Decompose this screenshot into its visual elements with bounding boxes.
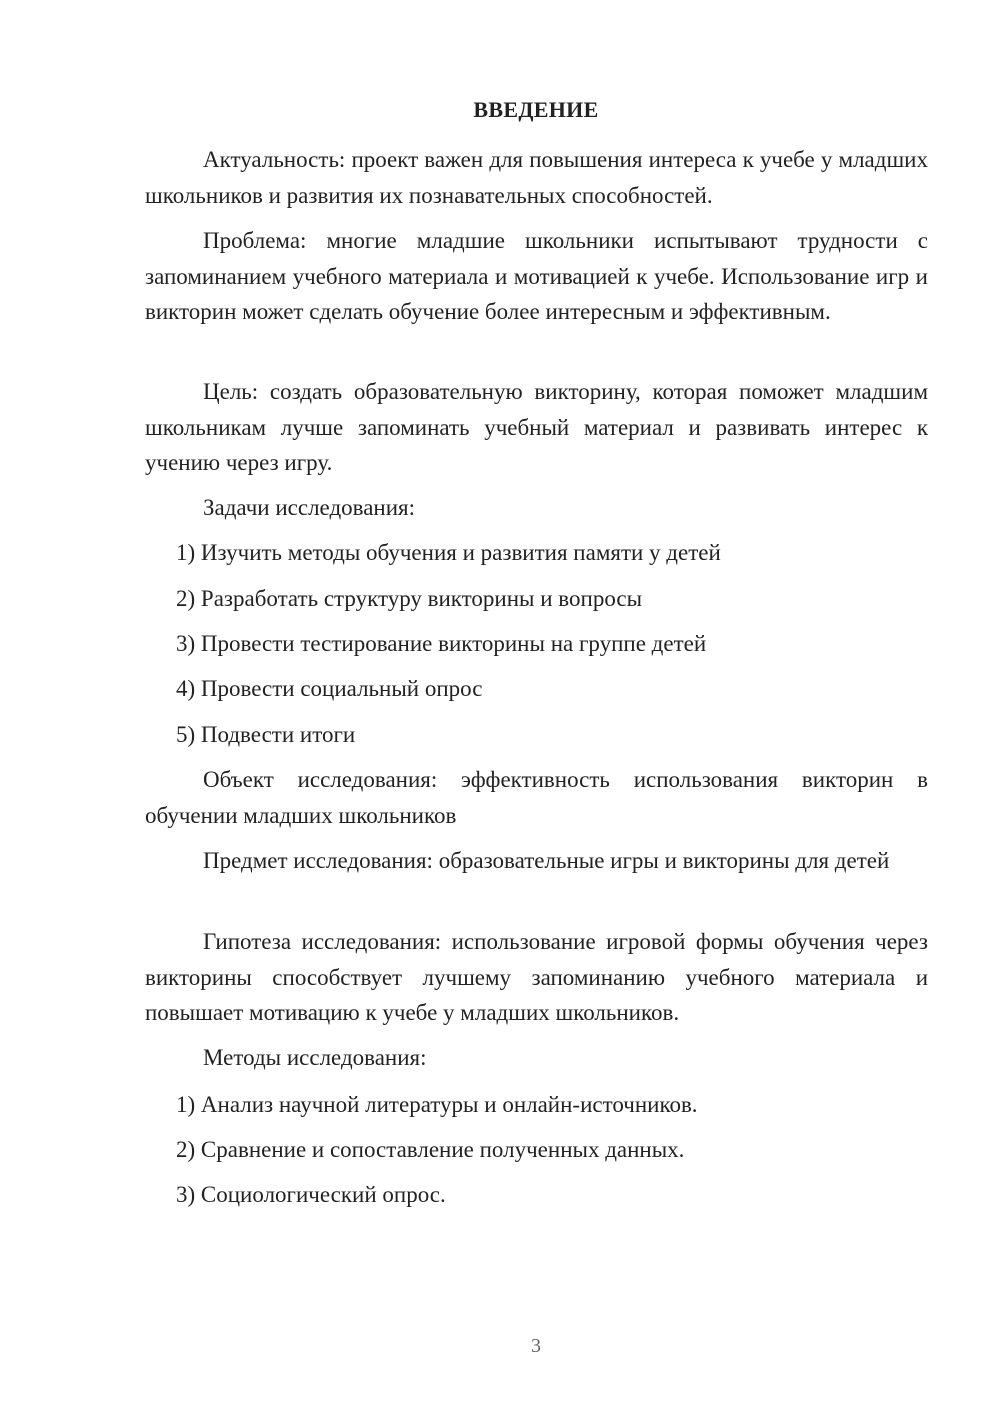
tasks-title: Задачи исследования: xyxy=(203,495,416,520)
page-number: 3 xyxy=(531,1335,541,1357)
object-paragraph: Объект исследования: эффективность использования викторин в обучении младших школьников xyxy=(145,767,928,828)
task-item: 4) Провести социальный опрос xyxy=(176,676,483,701)
methods-title: Методы исследования: xyxy=(203,1045,427,1070)
relevance-paragraph: Актуальность: проект важен для повышения интереса к учебе у младших школьников и развития их познавательных способностей. xyxy=(145,147,928,208)
task-item: 3) Провести тестирование викторины на группе детей xyxy=(176,631,707,656)
hypothesis-paragraph: Гипотеза исследования: использование игровой формы обучения через викторины способствует лучшему запоминанию учебного материала и повышает мотивацию к учебе у младших школьников. xyxy=(145,929,928,1025)
method-item: 2) Сравнение и сопоставление полученных данных. xyxy=(176,1137,685,1162)
method-item: 1) Анализ научной литературы и онлайн-источников. xyxy=(176,1092,698,1117)
page-heading: ВВЕДЕНИЕ xyxy=(473,97,599,122)
problem-paragraph: Проблема: многие младшие школьники испытывают трудности с запоминанием учебного материала и мотивацией к учебе. Использование игр и викторин может сделать обучение более интересным и эффективным. xyxy=(145,228,928,324)
task-item: 2) Разработать структуру викторины и вопросы xyxy=(176,586,643,611)
goal-paragraph: Цель: создать образовательную викторину, которая поможет младшим школьникам лучше запоминать учебный материал и развивать интерес к учению через игру. xyxy=(145,379,928,475)
task-item: 1) Изучить методы обучения и развития памяти у детей xyxy=(176,540,721,565)
subject-paragraph: Предмет исследования: образовательные игры и викторины для детей xyxy=(203,848,890,873)
task-item: 5) Подвести итоги xyxy=(176,722,356,747)
method-item: 3) Социологический опрос. xyxy=(176,1182,446,1207)
